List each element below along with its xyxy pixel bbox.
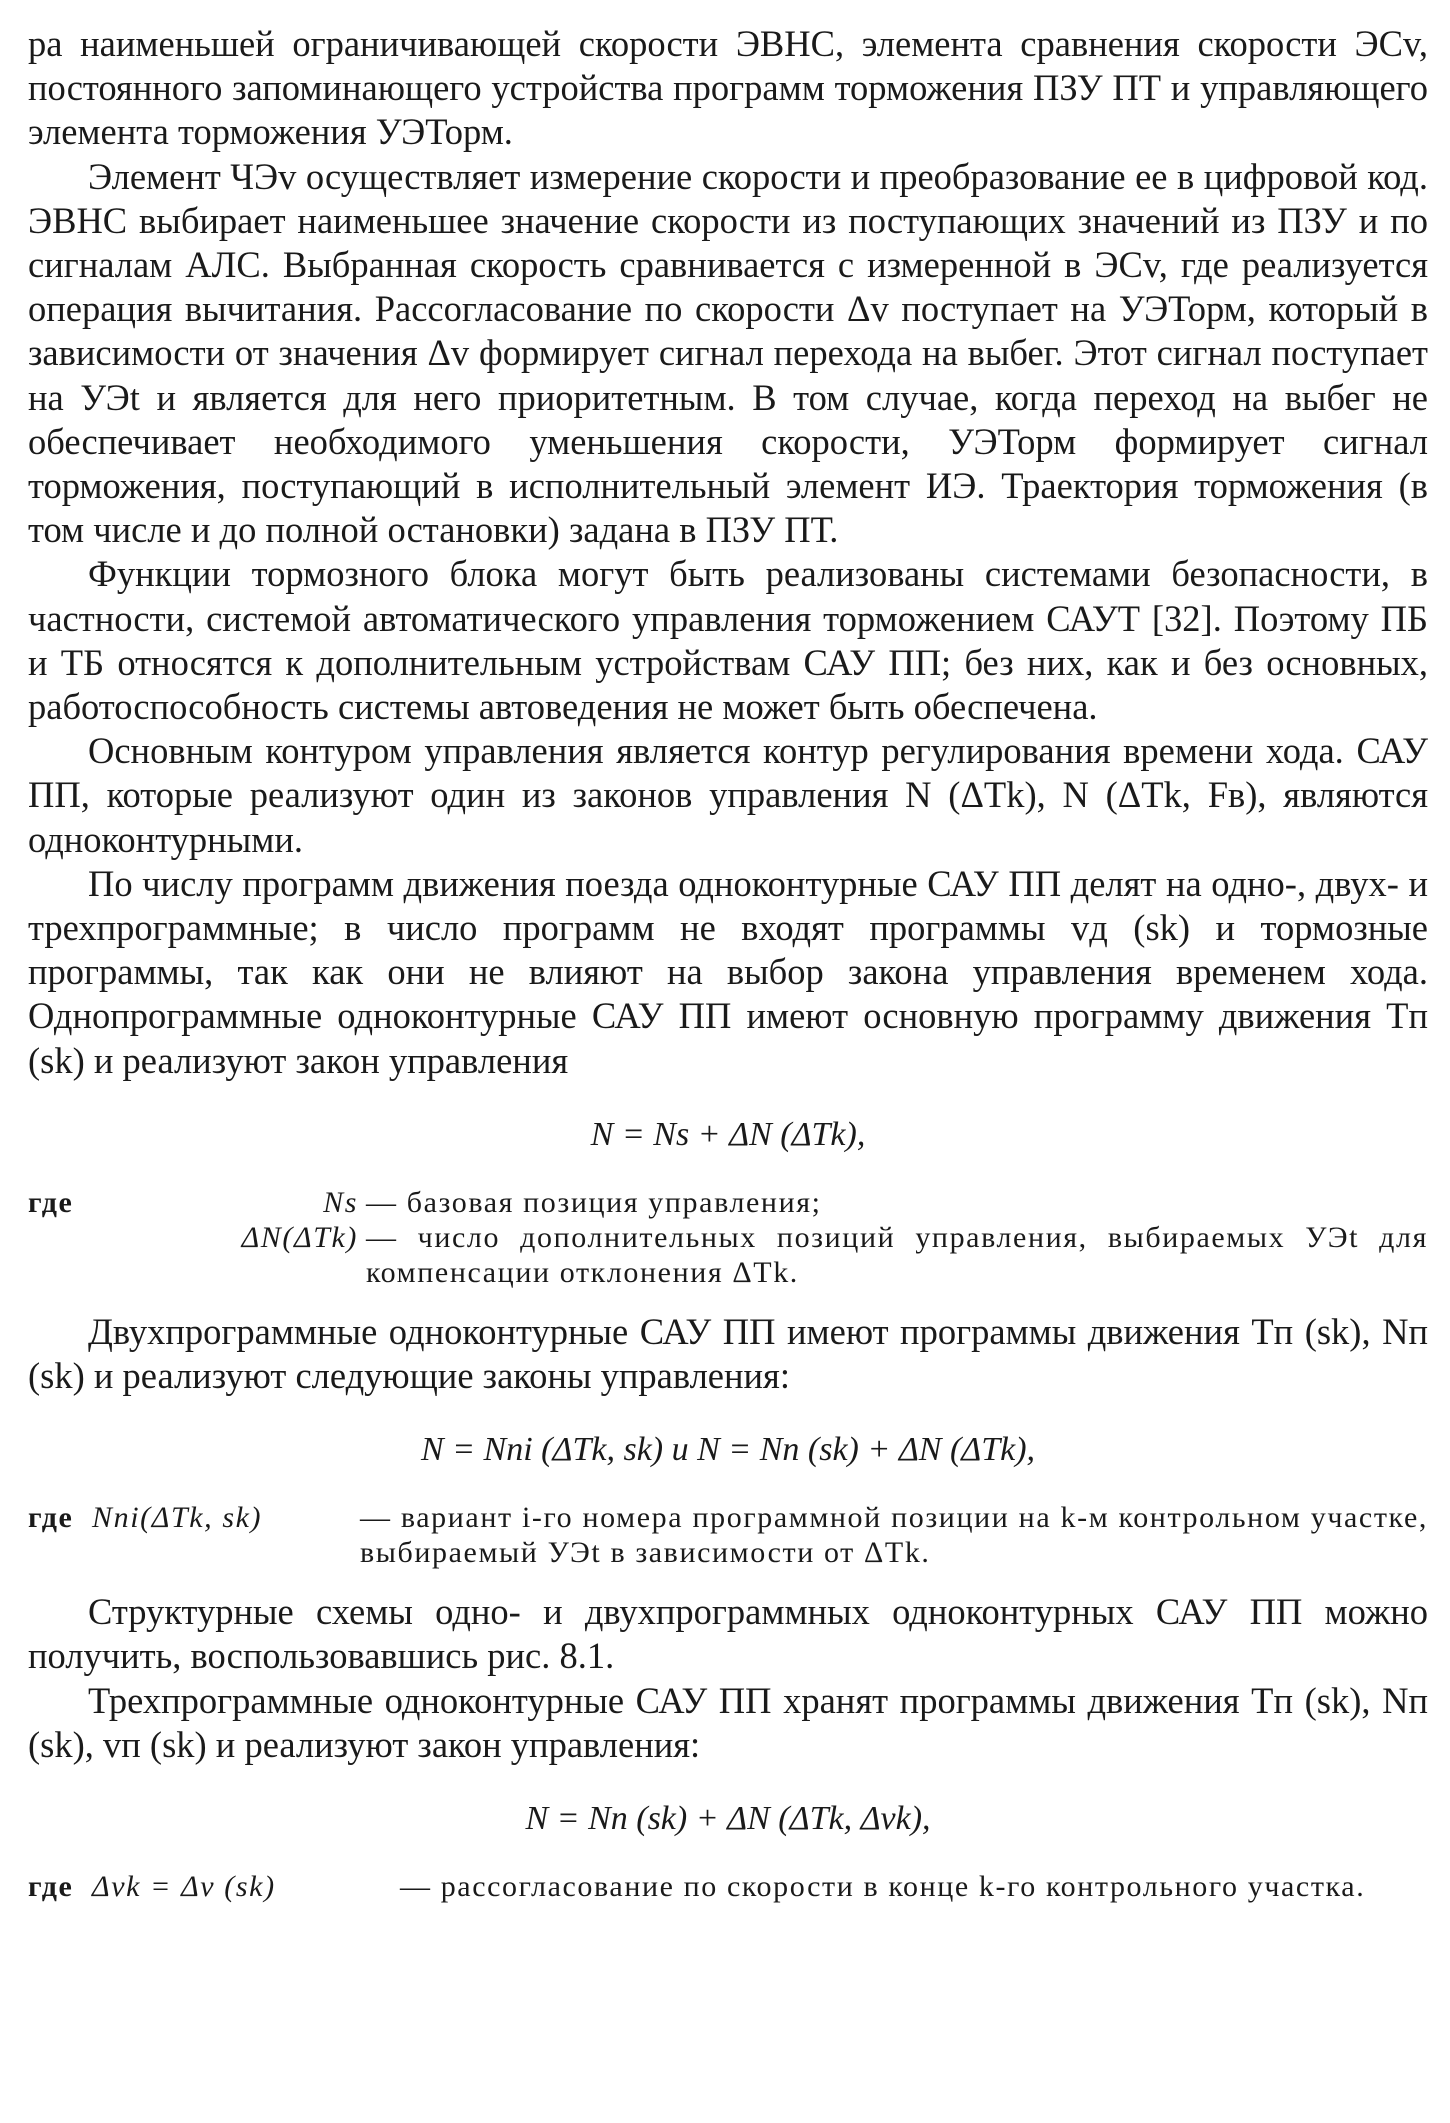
- where-definition-npi: — вариант i-го номера программной позиции на k-м контрольном участке, выбираемый УЭt в зависимости от ΔTk.: [360, 1501, 1428, 1570]
- document-page: [28, 22, 1428, 1924]
- formula-2: N = Nпi (ΔTk, sk) и N = Nп (sk) + ΔN (ΔTk),: [420, 1431, 1036, 1469]
- formula-1: N = Ns + ΔN (ΔTk),: [590, 1115, 866, 1153]
- paragraph-6: Двухпрограммные одноконтурные САУ ПП имеют программы движения Tп (sk), Nп (sk) и реализуют следующие законы управления:: [28, 1310, 1428, 1397]
- where-keyword-2: где: [28, 1501, 74, 1535]
- paragraph-7: Структурные схемы одно- и двухпрограммных одноконтурных САУ ПП можно получить, воспользовавшись рис. 8.1.: [28, 1591, 1428, 1677]
- where-definition-ns: — базовая позиция управления;: [366, 1185, 822, 1219]
- paragraph-3: Функции тормозного блока могут быть реализованы системами безопасности, в частности, системой автоматического управления торможением САУТ [32]. Поэтому ПБ и ТБ относятся к дополнительным устройствам САУ ПП; без них, как и без основных, работоспособность системы автоведения не может быть обеспечена.: [28, 553, 1428, 728]
- where-block-2: [28, 1500, 1428, 1570]
- where-block-3: [28, 1869, 1428, 1904]
- paragraph-1: ра наименьшей ограничивающей скорости ЭВНС, элемента сравнения скорости ЭСv, постоянного запоминающего устройства программ торможения ПЗУ ПТ и управляющего элемента торможения УЭТорм.: [28, 23, 1428, 153]
- formula-3: N = Nп (sk) + ΔN (ΔTk, Δvk),: [525, 1800, 931, 1838]
- where-symbol-npi: Nпi(ΔTk, sk): [92, 1501, 263, 1535]
- where-symbol-ns: Ns: [323, 1185, 358, 1219]
- where-block-1: [28, 1185, 1428, 1290]
- where-definition-dvk: — рассогласование по скорости в конце k-го контрольного участка.: [400, 1870, 1366, 1904]
- paragraph-8: Трехпрограммные одноконтурные САУ ПП хранят программы движения Tп (sk), Nп (sk), vп (sk) и реализуют закон управления:: [28, 1679, 1428, 1765]
- where-definition-dn: — число дополнительных позиций управления, выбираемых УЭt для компенсации отклонения ΔTk.: [366, 1220, 1428, 1289]
- where-symbol-dn: ΔN(ΔTk): [241, 1220, 358, 1254]
- where-symbol-dvk: Δvk = Δv (sk): [92, 1870, 276, 1904]
- paragraph-5: По числу программ движения поезда одноконтурные САУ ПП делят на одно-, двух- и трехпрограммные; в число программ не входят программы vд (sk) и тормозные программы, так как они не влияют на выбор закона управления временем хода. Однопрограммные одноконтурные САУ ПП имеют основную программу движения Tп (sk) и реализуют закон управления: [28, 862, 1428, 1081]
- where-keyword-3: где: [28, 1870, 74, 1904]
- where-keyword: где: [28, 1185, 74, 1219]
- paragraph-2: Элемент ЧЭv осуществляет измерение скорости и преобразование ее в цифровой код. ЭВНС выбирает наименьшее значение скорости из поступающих значений из ПЗУ и по сигналам АЛС. Выбранная скорость сравнивается с измеренной в ЭСv, где реализуется операция вычитания. Рассогласование по скорости Δv поступает на УЭТорм, который в зависимости от значения Δv формирует сигнал перехода на выбег. Этот сигнал поступает на УЭt и является для него приоритетным. В том случае, когда переход на выбег не обеспечивает необходимого уменьшения скорости, УЭТорм формирует сигнал торможения, поступающий в исполнительный элемент ИЭ. Траектория торможения (в том числе и до полной остановки) задана в ПЗУ ПТ.: [28, 155, 1428, 551]
- paragraph-4: Основным контуром управления является контур регулирования времени хода. САУ ПП, которые реализуют один из законов управления N (ΔTk), N (ΔTk, Fв), являются одноконтурными.: [28, 730, 1428, 860]
